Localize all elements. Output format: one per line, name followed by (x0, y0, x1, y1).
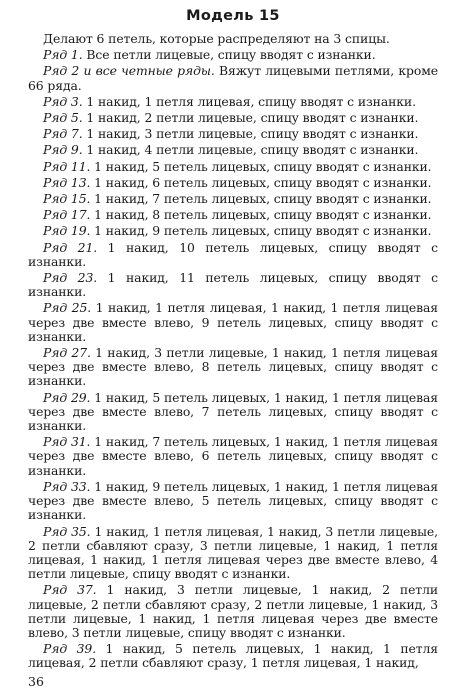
row-instruction: 1 накид, 9 петель лицевых, спицу вводят с изнанки. (90, 223, 432, 239)
row-label: Ряд 21. (43, 239, 98, 255)
row-label: Ряд 5. (43, 110, 83, 126)
row-instruction: 1 накид, 5 петель лицевых, 1 накид, 1 петля лицевая, 2 петли сбавляют сразу, 1 петля лицевая, 1 накид, (28, 641, 438, 671)
row-label: Ряд 37. (43, 582, 97, 598)
row-label: Ряд 33. (43, 478, 91, 494)
instruction-paragraph (28, 176, 438, 190)
row-label: Ряд 13. (43, 174, 91, 190)
instruction-paragraph (28, 143, 438, 157)
row-instruction: Вяжут лицевыми петлями, кроме 66 ряда. (28, 63, 438, 93)
instruction-paragraph (28, 525, 438, 582)
instruction-paragraph (28, 642, 438, 670)
row-instruction: 1 накид, 3 петли лицевые, 1 накид, 1 петля лицевая через две вместе влево, 8 петель лицевых, спицу вводят с изнанки. (28, 345, 438, 389)
row-label: Ряд 19. (43, 223, 91, 239)
instruction-paragraph (28, 192, 438, 206)
instruction-paragraph (28, 391, 438, 434)
row-label: Ряд 9. (43, 142, 83, 158)
instruction-paragraph (28, 224, 438, 238)
row-label: Ряд 27. (43, 345, 91, 361)
row-label: Ряд 39. (43, 641, 97, 657)
row-label: Ряд 2 и все четные ряды. (43, 63, 215, 79)
row-label: Ряд 3. (43, 93, 83, 109)
row-label: Ряд 23. (43, 270, 98, 286)
instruction-paragraph (28, 32, 438, 46)
row-label: Ряд 17. (43, 207, 91, 223)
row-instruction: 1 накид, 3 петли лицевые, 1 накид, 2 петли лицевые, 2 петли сбавляют сразу, 2 петли лицевые, 1 накид, 3 петли лицевые, 1 накид, 1 петля лицевая через две вместе влево, 3 петли лицевые, спицу вводят с изнанки. (28, 582, 438, 640)
instruction-paragraph (28, 208, 438, 222)
row-instruction: 1 накид, 1 петля лицевая, 1 накид, 3 петли лицевые, 2 петли сбавляют сразу, 3 петли лицевые, 1 накид, 1 петля лицевая, 1 накид, 1 петля лицевая через две вместе влево, 4 петли лицевые, спицу вводят с изнанки. (28, 523, 438, 582)
row-instruction: Делают 6 петель, которые распределяют на 3 спицы. (43, 31, 390, 46)
row-label: Ряд 25. (43, 300, 92, 316)
row-label: Ряд 29. (43, 389, 91, 405)
row-instruction: 1 накид, 5 петель лицевых, спицу вводят с изнанки. (90, 158, 432, 174)
row-instruction: 1 накид, 7 петель лицевых, спицу вводят с изнанки. (90, 191, 432, 207)
instruction-paragraph (28, 127, 438, 141)
instruction-paragraph (28, 301, 438, 344)
row-instruction: 1 накид, 5 петель лицевых, 1 накид, 1 петля лицевая через две вместе влево, 7 петель лицевых, спицу вводят с изнанки. (28, 389, 438, 434)
body-text (28, 32, 438, 671)
row-instruction: 1 накид, 10 петель лицевых, спицу вводят с изнанки. (28, 239, 438, 269)
row-label: Ряд 1. (43, 47, 83, 63)
row-instruction: 1 накид, 1 петля лицевая, спицу вводят с изнанки. (82, 93, 416, 109)
instruction-paragraph (28, 64, 438, 92)
row-instruction: 1 накид, 6 петель лицевых, спицу вводят с изнанки. (90, 174, 432, 190)
instruction-paragraph (28, 48, 438, 62)
page-title: Модель 15 (186, 8, 280, 24)
row-instruction: 1 накид, 1 петля лицевая, 1 накид, 1 петля лицевая через две вместе влево, 9 петель лицевых, спицу вводят с изнанки. (28, 300, 438, 344)
row-instruction: 1 накид, 2 петли лицевые, спицу вводят с изнанки. (82, 110, 419, 126)
instruction-paragraph (28, 480, 438, 523)
instruction-paragraph (28, 111, 438, 125)
row-instruction: Все петли лицевые, спицу вводят с изнанки. (82, 47, 376, 63)
row-label: Ряд 35. (43, 523, 91, 539)
row-label: Ряд 15. (43, 191, 91, 207)
row-instruction: 1 накид, 8 петель лицевых, спицу вводят с изнанки. (90, 207, 432, 223)
instruction-paragraph (28, 346, 438, 389)
instruction-paragraph (28, 271, 438, 299)
instruction-paragraph (28, 95, 438, 109)
row-instruction: 1 накид, 11 петель лицевых, спицу вводят с изнанки. (28, 270, 438, 300)
row-label: Ряд 7. (43, 126, 83, 142)
page-number: 36 (28, 674, 44, 689)
instruction-paragraph (28, 435, 438, 478)
row-instruction: 1 накид, 9 петель лицевых, 1 накид, 1 петля лицевая через две вместе влево, 5 петель лицевых, спицу вводят с изнанки. (28, 478, 438, 523)
instruction-paragraph (28, 241, 438, 269)
instruction-paragraph (28, 583, 438, 640)
row-instruction: 1 накид, 7 петель лицевых, 1 накид, 1 петля лицевая через две вместе влево, 6 петель лицевых, спицу вводят с изнанки. (28, 434, 438, 478)
row-label: Ряд 31. (43, 434, 91, 450)
row-label: Ряд 11. (43, 158, 91, 174)
instruction-paragraph (28, 160, 438, 174)
row-instruction: 1 накид, 3 петли лицевые, спицу вводят с изнанки. (82, 126, 419, 142)
row-instruction: 1 накид, 4 петли лицевые, спицу вводят с изнанки. (82, 142, 419, 158)
